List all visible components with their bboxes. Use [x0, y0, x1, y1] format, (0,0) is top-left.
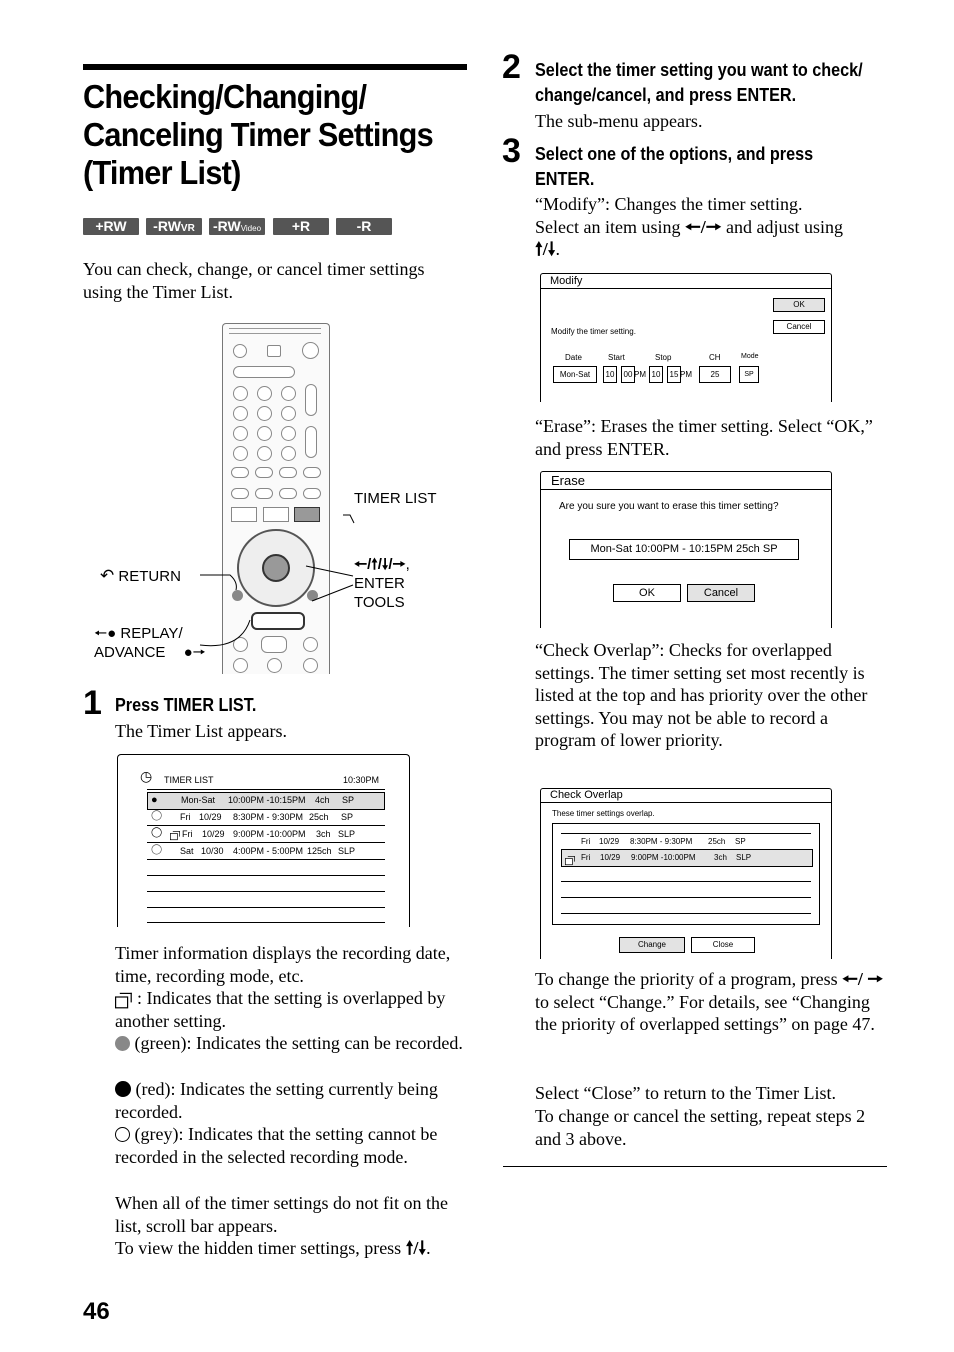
label-timer-list: TIMER LIST [354, 490, 437, 507]
status-green-icon: ◯ [151, 844, 163, 855]
check-overlap-message: These timer settings overlap. [552, 809, 655, 818]
step-1-heading: Press TIMER LIST. [115, 695, 257, 715]
badge-minus-r: -R [336, 218, 392, 235]
stop-ampm: PM [680, 370, 692, 379]
timer-list-time: 10:30PM [343, 775, 380, 785]
ok-button[interactable]: OK [613, 584, 681, 602]
overlap-icon [565, 853, 579, 871]
mode-field[interactable]: SP [739, 366, 759, 383]
status-green-icon: ◯ [151, 810, 163, 821]
table-row[interactable]: ◯ Fri 10/29 9:00PM -10:00PM 3ch SLP [147, 826, 385, 842]
green-explain: (green): Indicates the setting can be recorded. [115, 1032, 470, 1055]
remote-key [233, 426, 248, 441]
scroll-text: When all of the timer settings do not fit on the list, scroll bar appears. [115, 1193, 448, 1236]
step-1-text: The Timer List appears. [115, 721, 287, 741]
remote-key [257, 446, 272, 461]
remote-key [257, 386, 272, 401]
up-down-arrow-icon: 🠕/🠗 [405, 1238, 427, 1258]
right-arrow-icon: 🠖 [867, 969, 884, 989]
stop-minute-field[interactable]: 15 [667, 366, 681, 383]
badge-minus-rw-vr: -RWVR [146, 218, 202, 235]
remote-key [233, 386, 248, 401]
remote-key [279, 467, 297, 478]
grey-circle-icon [115, 1127, 130, 1142]
timer-list-title: TIMER LIST [164, 775, 214, 785]
page-title [83, 78, 446, 192]
step-3-number: 3 [502, 132, 521, 170]
table-row[interactable]: ◯ Sat 10/30 4:00PM - 5:00PM 125ch SLP [151, 844, 356, 856]
remote-button [267, 345, 281, 357]
overlap-explain: : Indicates that the setting is overlapped by another setting. [115, 988, 446, 1031]
remote-volume [305, 384, 317, 416]
section-end-rule [503, 1166, 887, 1167]
grey-explain: (grey): Indicates that the setting cannot be recorded in the selected recording mode. [115, 1124, 438, 1167]
remote-key [281, 446, 296, 461]
repeat-text: To change or cancel the setting, repeat steps 2 and 3 above. [535, 1106, 866, 1149]
modify-screen [540, 273, 832, 402]
stop-hour-field[interactable]: 10 [649, 366, 663, 383]
remote-key [281, 426, 296, 441]
left-arrow-icon: 🠔/ [842, 969, 863, 989]
ok-button[interactable]: OK [773, 298, 825, 312]
step-1-number: 1 [83, 684, 102, 722]
check-overlap-screen [540, 788, 832, 959]
step-2-number: 2 [502, 48, 521, 86]
remote-display [233, 366, 295, 378]
start-hour-field[interactable]: 10 [603, 366, 617, 383]
close-text: Select “Close” to return to the Timer List. [535, 1083, 836, 1103]
header-mode: Mode [741, 353, 759, 360]
replay-icon: 🠔● [94, 625, 117, 642]
badge-minus-rw-video: -RWVideo [209, 218, 265, 235]
table-row[interactable]: ◯ Fri 10/29 8:30PM - 9:30PM 25ch SP [151, 810, 354, 822]
remote-key [231, 467, 249, 478]
channel-field[interactable]: 25 [699, 366, 731, 383]
remote-channel [305, 426, 317, 458]
red-explain: (red): Indicates the setting currently being recorded. [115, 1079, 438, 1122]
start-ampm: PM [634, 370, 646, 379]
table-row[interactable]: Fri 10/29 8:30PM - 9:30PM 25ch SP [581, 837, 746, 846]
timer-clock-icon: ◷ [140, 770, 153, 785]
modify-message: Modify the timer setting. [551, 327, 636, 336]
date-field[interactable]: Mon-Sat [553, 366, 597, 383]
cancel-button[interactable]: Cancel [773, 320, 825, 334]
status-grey-icon: ◯ [151, 827, 163, 838]
label-replay-advance: 🠔● REPLAY/ ADVANCE ●🠖 [94, 625, 206, 661]
up-down-arrow-icon: 🠕/🠗 [535, 239, 556, 260]
remote-key [233, 446, 248, 461]
modify-title: Modify [550, 275, 583, 287]
step-3-heading: Select one of the options, and press ENTER. [535, 144, 814, 189]
green-circle-icon [115, 1036, 130, 1051]
intro-text: You can check, change, or cancel timer settings using the Timer List. [83, 259, 425, 302]
badge-plus-r: +R [273, 218, 329, 235]
left-right-arrow-icon: 🠔/🠖 [684, 216, 722, 237]
close-button[interactable]: Close [691, 937, 755, 953]
red-circle-icon [115, 1081, 131, 1097]
label-arrows-enter-tools: 🠔/🠕/🠗/🠖, ENTER TOOLS [354, 556, 410, 611]
header-start: Start [608, 353, 625, 362]
overlap-text: “Check Overlap”: Checks for overlapped settings. The timer setting set most recently is listed at the top and has priority over the other settings. You may not be able to record a program of lower priority. [535, 640, 868, 751]
remote-key [255, 467, 273, 478]
check-overlap-title: Check Overlap [550, 789, 623, 801]
title-line-2: Canceling Timer Settings [83, 116, 433, 153]
timer-info-text: Timer information displays the recording date, time, recording mode, etc. [115, 943, 451, 986]
erase-setting-field: Mon-Sat 10:00PM - 10:15PM 25ch SP [569, 539, 799, 560]
remote-key [281, 386, 296, 401]
arrow-keys-icon: 🠔/🠕/🠗/🠖 [354, 556, 406, 573]
timer-list-screen [117, 754, 410, 927]
header-stop: Stop [655, 353, 672, 362]
scroll-text-2: To view the hidden timer settings, press 🠕/🠗. [115, 1238, 431, 1258]
priority-text: To change the priority of a program, press 🠔/ 🠖 to select “Change.” For details, see “Changing the priority of overlapped settings” on page 47. [535, 969, 884, 1035]
change-button[interactable]: Change [619, 937, 685, 953]
remote-key [233, 406, 248, 421]
header-ch: CH [709, 353, 721, 362]
overlap-icon [115, 987, 137, 1010]
title-line-3: (Timer List) [83, 154, 241, 191]
header-date: Date [565, 353, 582, 362]
return-icon: ↶ [100, 566, 115, 585]
step-2-heading: Select the timer setting you want to check/ change/cancel, and press ENTER. [535, 60, 863, 105]
remote-key [257, 426, 272, 441]
table-row-selected[interactable]: Fri 10/29 9:00PM -10:00PM 3ch SLP [561, 849, 813, 867]
erase-text: “Erase”: Erases the timer setting. Select “OK,” and press ENTER. [535, 416, 873, 459]
erase-title: Erase [551, 473, 585, 488]
remote-key [281, 406, 296, 421]
remote-key [303, 467, 321, 478]
remote-power-button [302, 342, 319, 359]
title-line-1: Checking/Changing/ [83, 78, 367, 115]
badge-plus-rw: +RW [83, 218, 139, 235]
erase-screen [540, 471, 832, 628]
remote-top-edge [229, 328, 321, 334]
title-rule [83, 64, 467, 70]
erase-message: Are you sure you want to erase this timer setting? [559, 501, 779, 512]
remote-key [257, 406, 272, 421]
step-2-text: The sub-menu appears. [535, 111, 703, 131]
table-row-selected[interactable]: ● Mon-Sat 10:00PM -10:15PM 4ch SP [147, 792, 385, 810]
cancel-button[interactable]: Cancel [687, 584, 755, 602]
label-return: ↶ RETURN [100, 566, 181, 585]
advance-icon: ●🠖 [183, 644, 206, 661]
status-red-icon: ● [151, 794, 158, 806]
modify-text: “Modify”: Changes the timer setting. Select an item using 🠔/🠖 and adjust using 🠕/🠗. [535, 194, 843, 260]
start-minute-field[interactable]: 00 [621, 366, 635, 383]
remote-button [233, 344, 247, 358]
page-number: 46 [83, 1298, 110, 1325]
overlap-list [552, 823, 820, 925]
